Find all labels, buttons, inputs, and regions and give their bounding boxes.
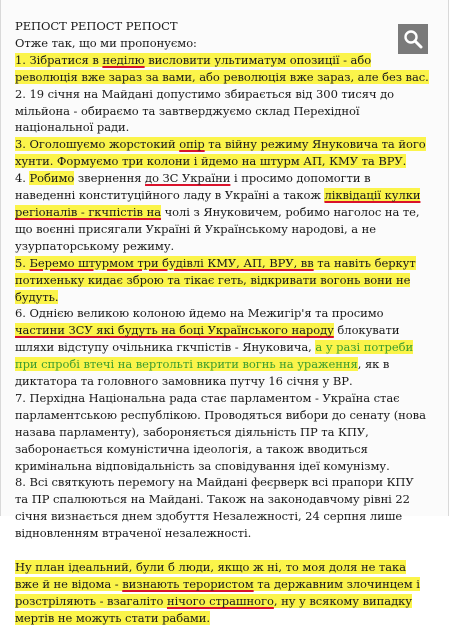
item-7: 7. Перхідна Національна рада стає парламентом - Україна стає парламентською республікою. Проводяться вибори до сенату (нова назава парламенту), забороняється діяльність ПР та КПУ, заборонається комуністична ідеологія, а також вводиться кримінальна відповідальність за сповідування ідеї комунізму.	[15, 390, 426, 473]
item-5-text-a: 5.	[15, 255, 30, 270]
item-5-text-c: та навіть беркут потихеньку кидає зброю та тікає геть, відкривати вогонь вони не будуть.	[15, 255, 416, 304]
closing-text-a: Ну план ідеальний, були б люди, якщо ж ні, то моя доля не така вже й не відома -	[15, 560, 406, 591]
item-1-text-a: 1. Зібратися в	[15, 52, 103, 67]
closing-text-c: та державним злочинцем і розстріляють - взагаліто	[15, 577, 420, 608]
item-1-text-c: висловити ультиматум опозиції - або революція вже зараз за вами, або революція вже зараз, але без вас.	[15, 52, 429, 84]
item-2: 2. 19 січня на Майдані допустимо збирається від 300 тисяч до мільйона - обираємо та завтверджуємо склад Перехідної національної ради.	[15, 86, 395, 135]
item-6-text-a: 6. Однією великою колоною йдемо на Межигір'я та просимо	[15, 306, 384, 321]
article-body	[15, 18, 429, 627]
item-4-text-f: ліквідації кулки регіоналів - гкчпістів на	[15, 188, 421, 219]
closing-text-b: визнають терористом	[122, 577, 254, 591]
item-5-text-b: Беремо штурмом три будівлі КМУ, АП, ВРУ, вв	[29, 255, 314, 270]
item-4-text-g: чолі з Януковичем, робимо наголос на те, що воєнні присягали Україні й Українському народові, а не узурпаторському режиму.	[15, 204, 420, 253]
item-3	[15, 136, 429, 170]
item-4-text-b: Робимо	[29, 171, 75, 186]
intro-line: Отже так, що ми пропонуємо:	[15, 35, 197, 50]
item-1	[15, 52, 429, 86]
item-8: 8. Всі святкують перемогу на Майдані феєрверк всі прапори КПУ та ПР спалюються на Майдані. Також на законодавчому рівні 22 січня визнається днем здобуття Незалежності, 24 серпня лише відновленням втраченої незалежності.	[15, 475, 414, 541]
item-4	[15, 170, 429, 255]
item-4-text-d: до ЗС України	[145, 171, 231, 186]
item-4-text-e: і просимо допомогти в наведенні конституційного ладу в Україні а також	[15, 171, 371, 203]
item-6-text-e: , як в диктатора та головного замовника путчу 16 січня у ВР.	[15, 357, 390, 389]
paragraph-gap	[15, 542, 429, 559]
item-5	[15, 255, 429, 306]
item-6-text-c: блокувати шляхи відступу очільника гкчпістів - Януковича,	[15, 323, 400, 355]
item-4-text-c: звернення	[74, 171, 146, 186]
closing-paragraph	[15, 559, 429, 627]
item-1-text-b: неділю	[102, 52, 145, 67]
item-3-text-a: 3. Оголошуємо жорстокий	[15, 137, 180, 152]
item-4-text-a: 4.	[15, 171, 30, 186]
closing-text-d: нічого страшного	[166, 593, 274, 608]
item-6	[15, 305, 429, 390]
item-3-text-c: та війну режиму Януковича та його хунти. Формуємо три колони і йдемо на штурм АП, КМУ та ВРУ.	[15, 137, 426, 169]
article-title: РЕПОСТ РЕПОСТ РЕПОСТ	[15, 19, 178, 33]
item-3-text-b: опір	[179, 137, 205, 152]
item-6-text-d: а у разі потреби при спробі втечі на вертольті вкрити вогнь на ураження	[15, 340, 414, 372]
closing-text-e: , ну у всякому випадку мертів не можуть стати рабами.	[15, 593, 412, 625]
item-6-text-b: частини ЗСУ які будуть на боці Українського народу	[15, 323, 334, 338]
